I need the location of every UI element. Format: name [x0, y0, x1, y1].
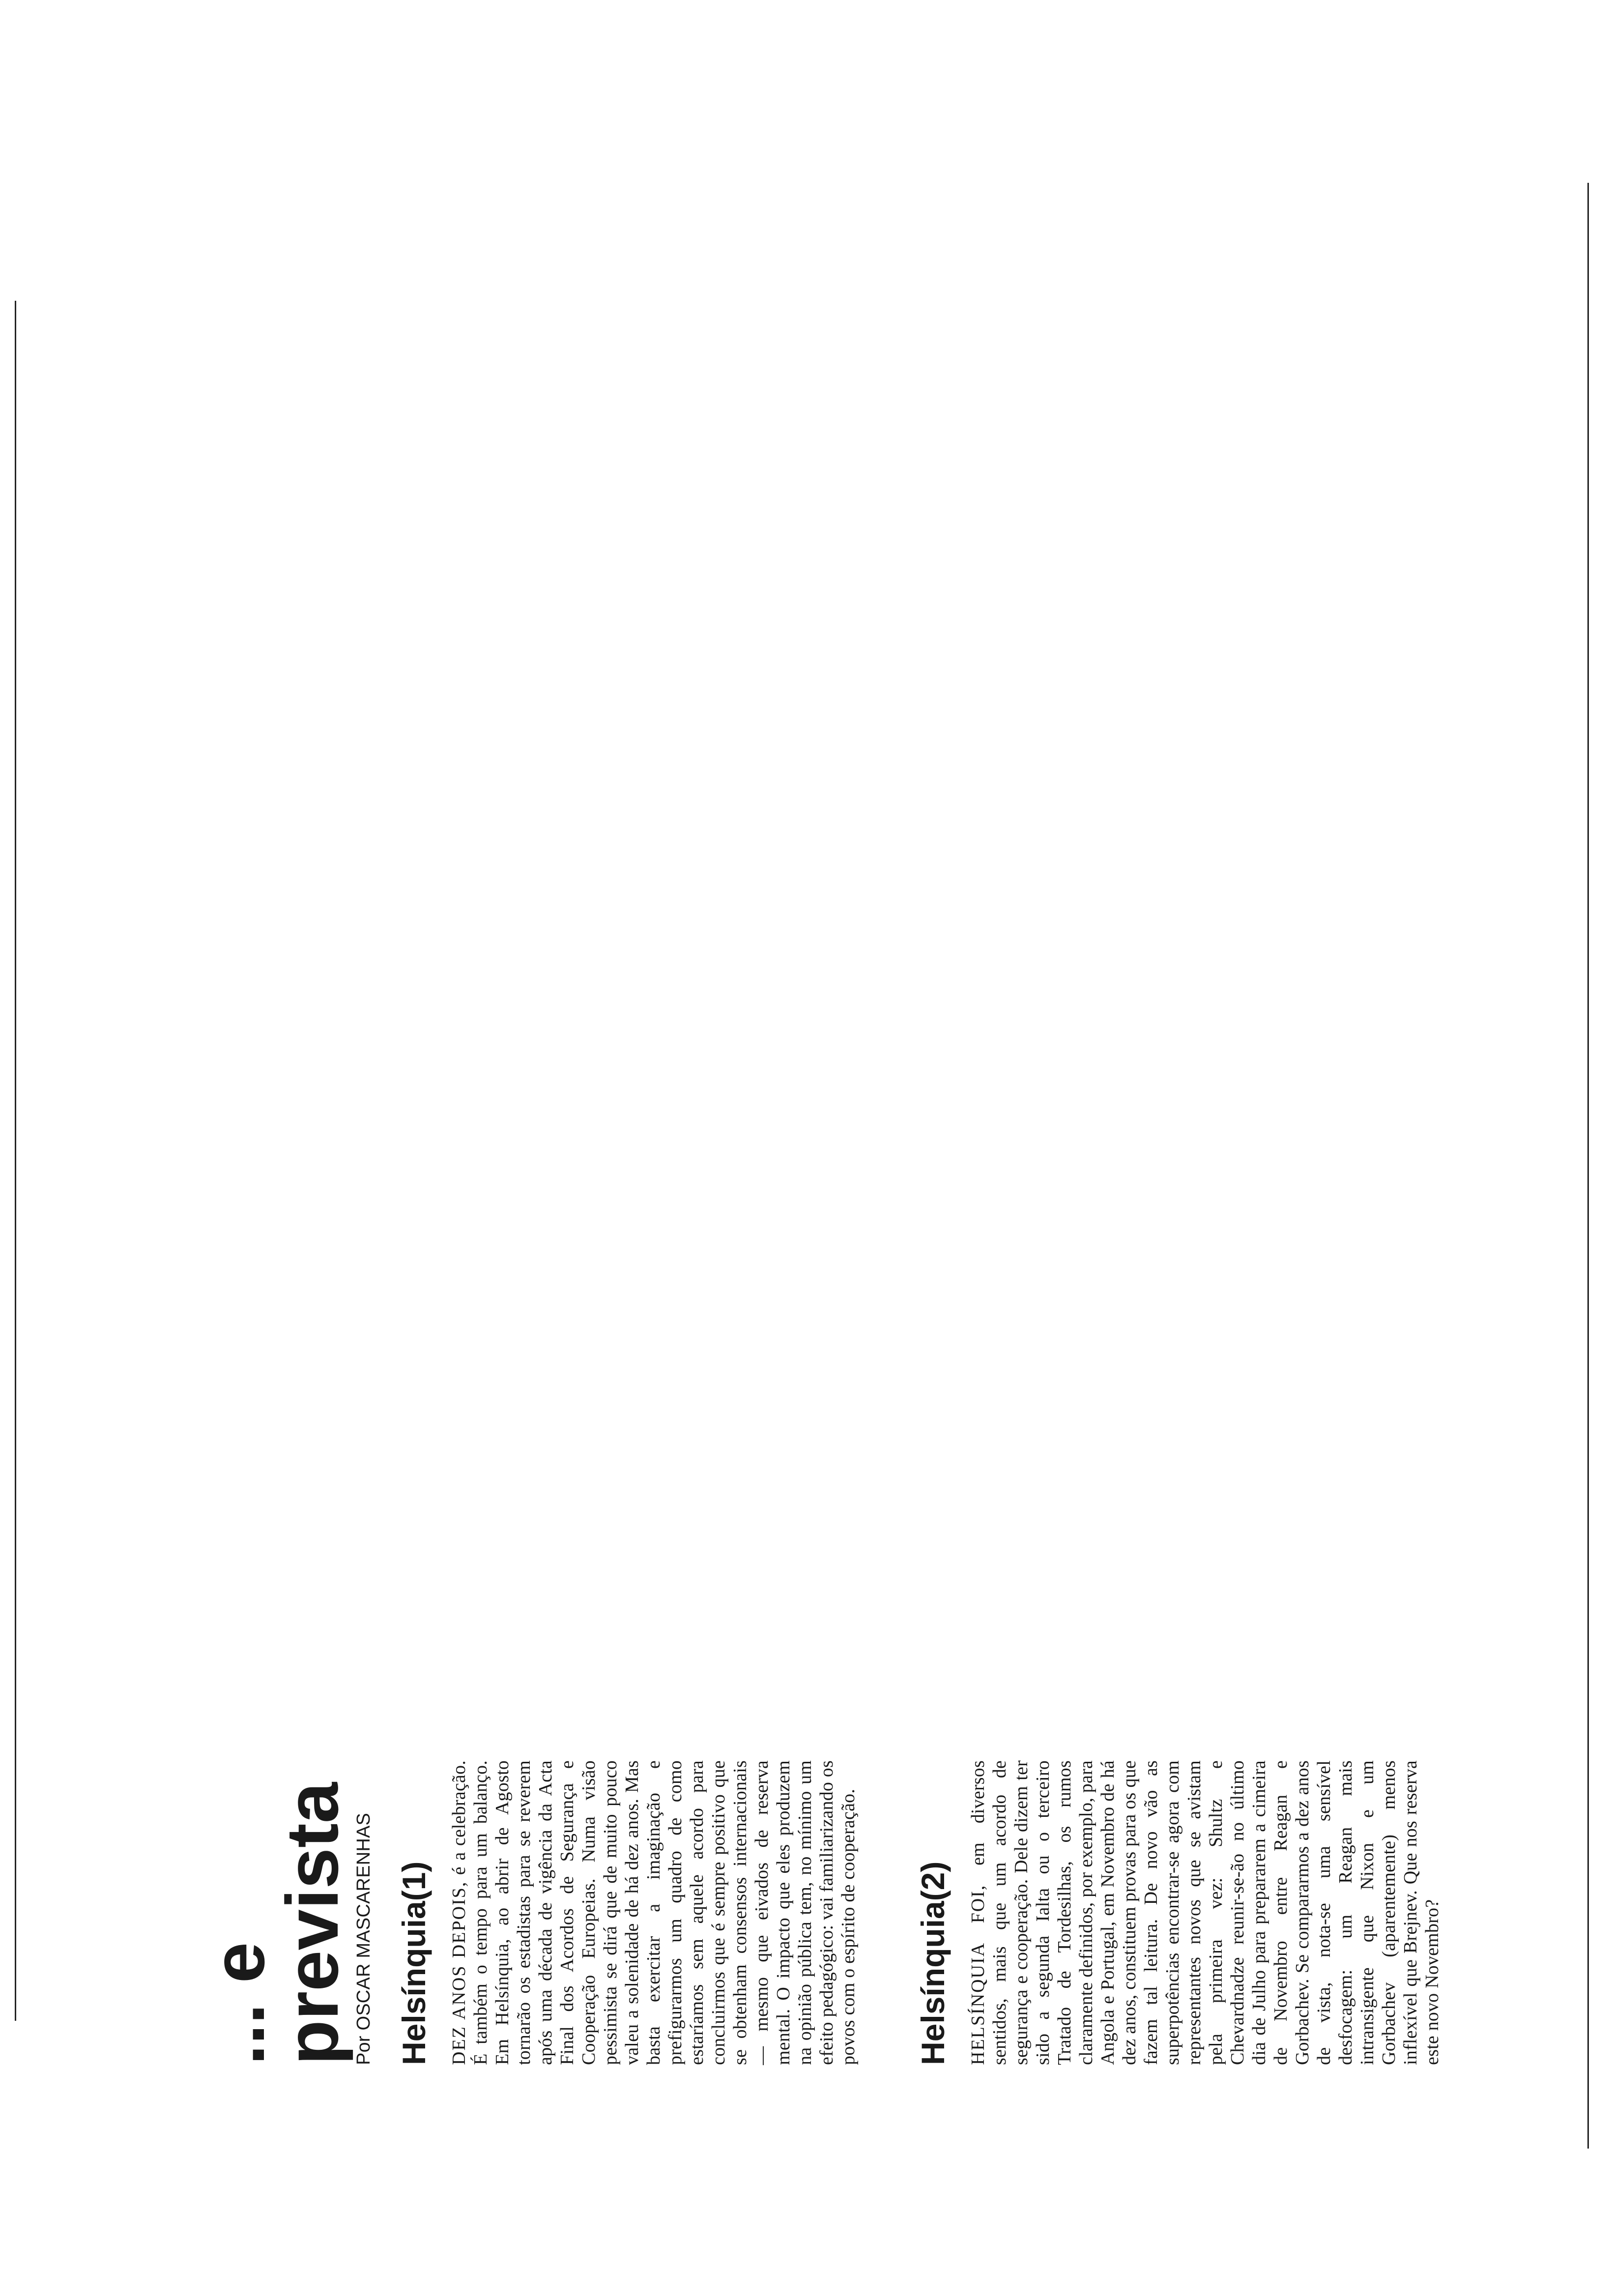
paragraph-lead: DEZ ANOS DEPOIS, — [449, 1881, 469, 2065]
paragraph-text: é a celebração. É também o tempo para um balanço. Em Helsínquia, ao abrir de Agosto tornarão os estadistas para se reverem após uma década de vigência da Acta Final dos Acordos de Segurança e Cooperação Europeias. Numa visão pessimista se dirá que de muito pouco valeu a solenidade de há dez anos. Mas basta exercitar a imaginação e prefigurarmos um quadro de como estaríamos sem aquele acordo para concluirmos que é sempre positivo que se obtenham consensos internacionais — mesmo que eivados de reserva mental. O impacto que eles produzem na opinião pública tem, no mínimo um efeito pedagógico: vai familiarizando os povos com o espírito de cooperação. — [449, 1760, 859, 2065]
column-1 — [197, 1760, 1443, 2065]
section-heading: Helsínquia(2) — [915, 1861, 951, 2065]
byline: Por OSCAR MASCARENHAS — [353, 1812, 374, 2065]
scan-edge-line — [1587, 183, 1589, 2149]
section-paragraph — [448, 1760, 859, 2065]
section-heading: Helsínquia(1) — [396, 1861, 432, 2065]
section-paragraph — [967, 1760, 1443, 2065]
scan-edge-line — [15, 301, 16, 2021]
paragraph-text: em diversos sentidos, mais que um acordo de segurança e cooperação. Dele dizem ter sido a segunda Ialta ou o terceiro Tratado de Tordesilhas, os rumos claramente definidos, por exemplo, para Angola e Portugal, em Novembro de há dez anos, constituem provas para os que fazem tal leitura. De novo vão as superpotências encontrar-se agora com representantes novos que se avistam pela primeira vez: Shultz e Chevardnadze reunir-se-ão no último dia de Julho para prepararem a cimeira de Novembro entre Reagan e Gorbachev. Se compararmos a dez anos de vista, nota-se uma sensível desfocagem: um Reagan mais intransigente que Nixon e um Gorbachev (aparentemente) menos inflexível que Brejnev. Que nos reserva este novo Novembro? — [968, 1760, 1442, 2065]
paragraph-lead: HELSÍNQUIA FOI, — [968, 1884, 988, 2065]
article-title: ... e prevista — [197, 1782, 353, 2065]
